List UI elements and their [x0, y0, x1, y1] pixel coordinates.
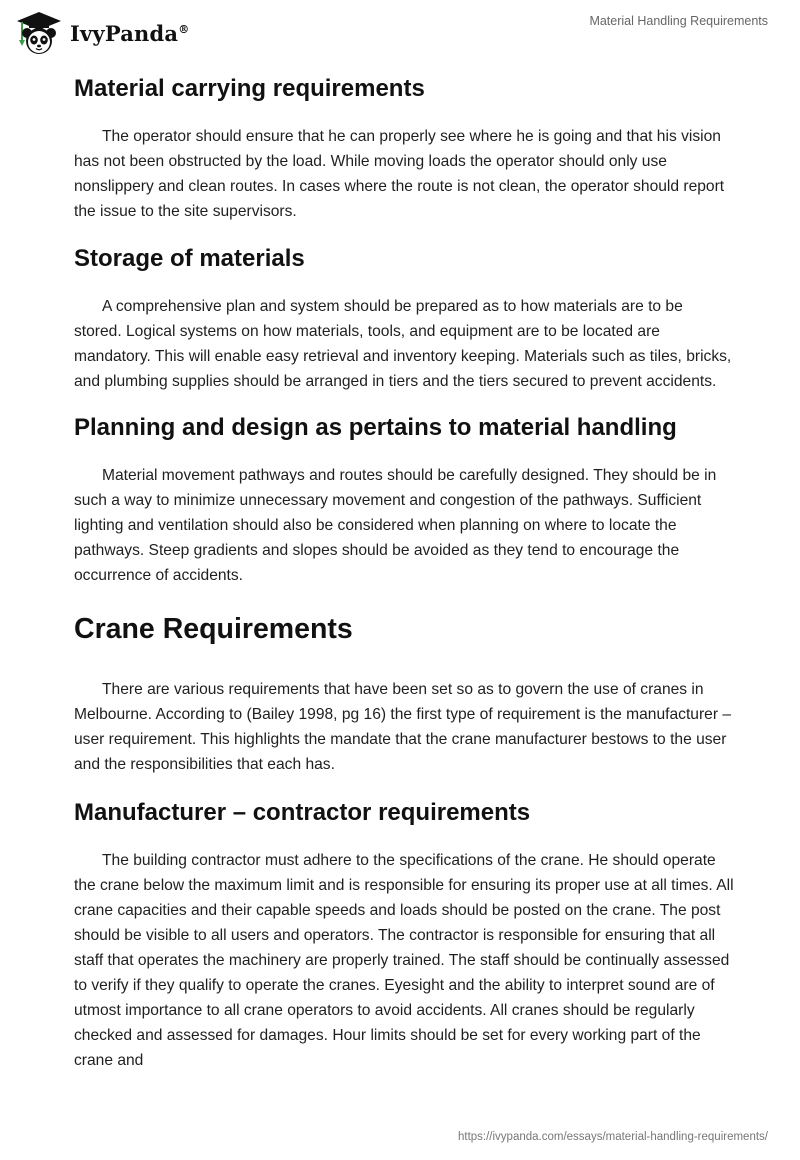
section-heading: Storage of materials: [74, 245, 305, 272]
panda-graduate-icon: [14, 10, 64, 56]
section-heading: Manufacturer – contractor requirements: [74, 799, 531, 826]
main-heading: Crane Requirements: [74, 613, 353, 645]
section-heading: Planning and design as pertains to material handling: [74, 414, 677, 441]
ivypanda-logo[interactable]: [14, 10, 189, 56]
section-paragraph: The operator should ensure that he can properly see where he is going and that his vision has not been obstructed by the load. While moving loads the operator should only use nonslippery and clean routes. In cases where the route is not clean, the operator should report the issue to the site supervisors.: [74, 128, 725, 220]
document-title: Material Handling Requirements: [589, 14, 768, 28]
brand-name: IvyPanda®: [70, 20, 190, 46]
page-header: [0, 0, 800, 70]
section-paragraph: Material movement pathways and routes should be carefully designed. They should be in such a way to minimize unnecessary movement and congestion of the pathways. Sufficient lighting and ventilation should also be considered when planning on where to locate the pathways. Steep gradients and slopes should be avoided as they tend to encourage the occurrence of accidents.: [74, 467, 717, 584]
section-paragraph: The building contractor must adhere to the specifications of the crane. He should operate the crane below the maximum limit and is responsible for ensuring its proper use at all times. All crane capacities and their capable speeds and loads should be posted on the crane. The post should be visible to all users and operators. The contractor is responsible for ensuring that all staff that operates the machinery are properly trained. The staff should be continually assessed to verify if they qualify to operate the cranes. Eyesight and the ability to interpret sound are of utmost importance to all crane operators to avoid accidents. All cranes should be regularly checked and assessed for damages. Hour limits should be set for every working part of the crane and: [74, 852, 734, 1069]
section-paragraph: There are various requirements that have been set so as to govern the use of cranes in Melbourne. According to (Bailey 1998, pg 16) the first type of requirement is the manufacturer – user requirement. This highlights the mandate that the crane manufacturer bestows to the user and the responsibilities that each has.: [74, 681, 732, 773]
essay-content: [74, 70, 734, 1073]
source-url[interactable]: https://ivypanda.com/essays/material-handling-requirements/: [457, 1131, 768, 1143]
section-heading: Material carrying requirements: [74, 75, 425, 102]
section-paragraph: A comprehensive plan and system should be prepared as to how materials are to be stored. Logical systems on how materials, tools, and equipment are to be located are mandatory. This will enable easy retrieval and inventory keeping. Materials such as tiles, bricks, and plumbing supplies should be arranged in tiers and the tiers secured to prevent accidents.: [74, 298, 732, 390]
